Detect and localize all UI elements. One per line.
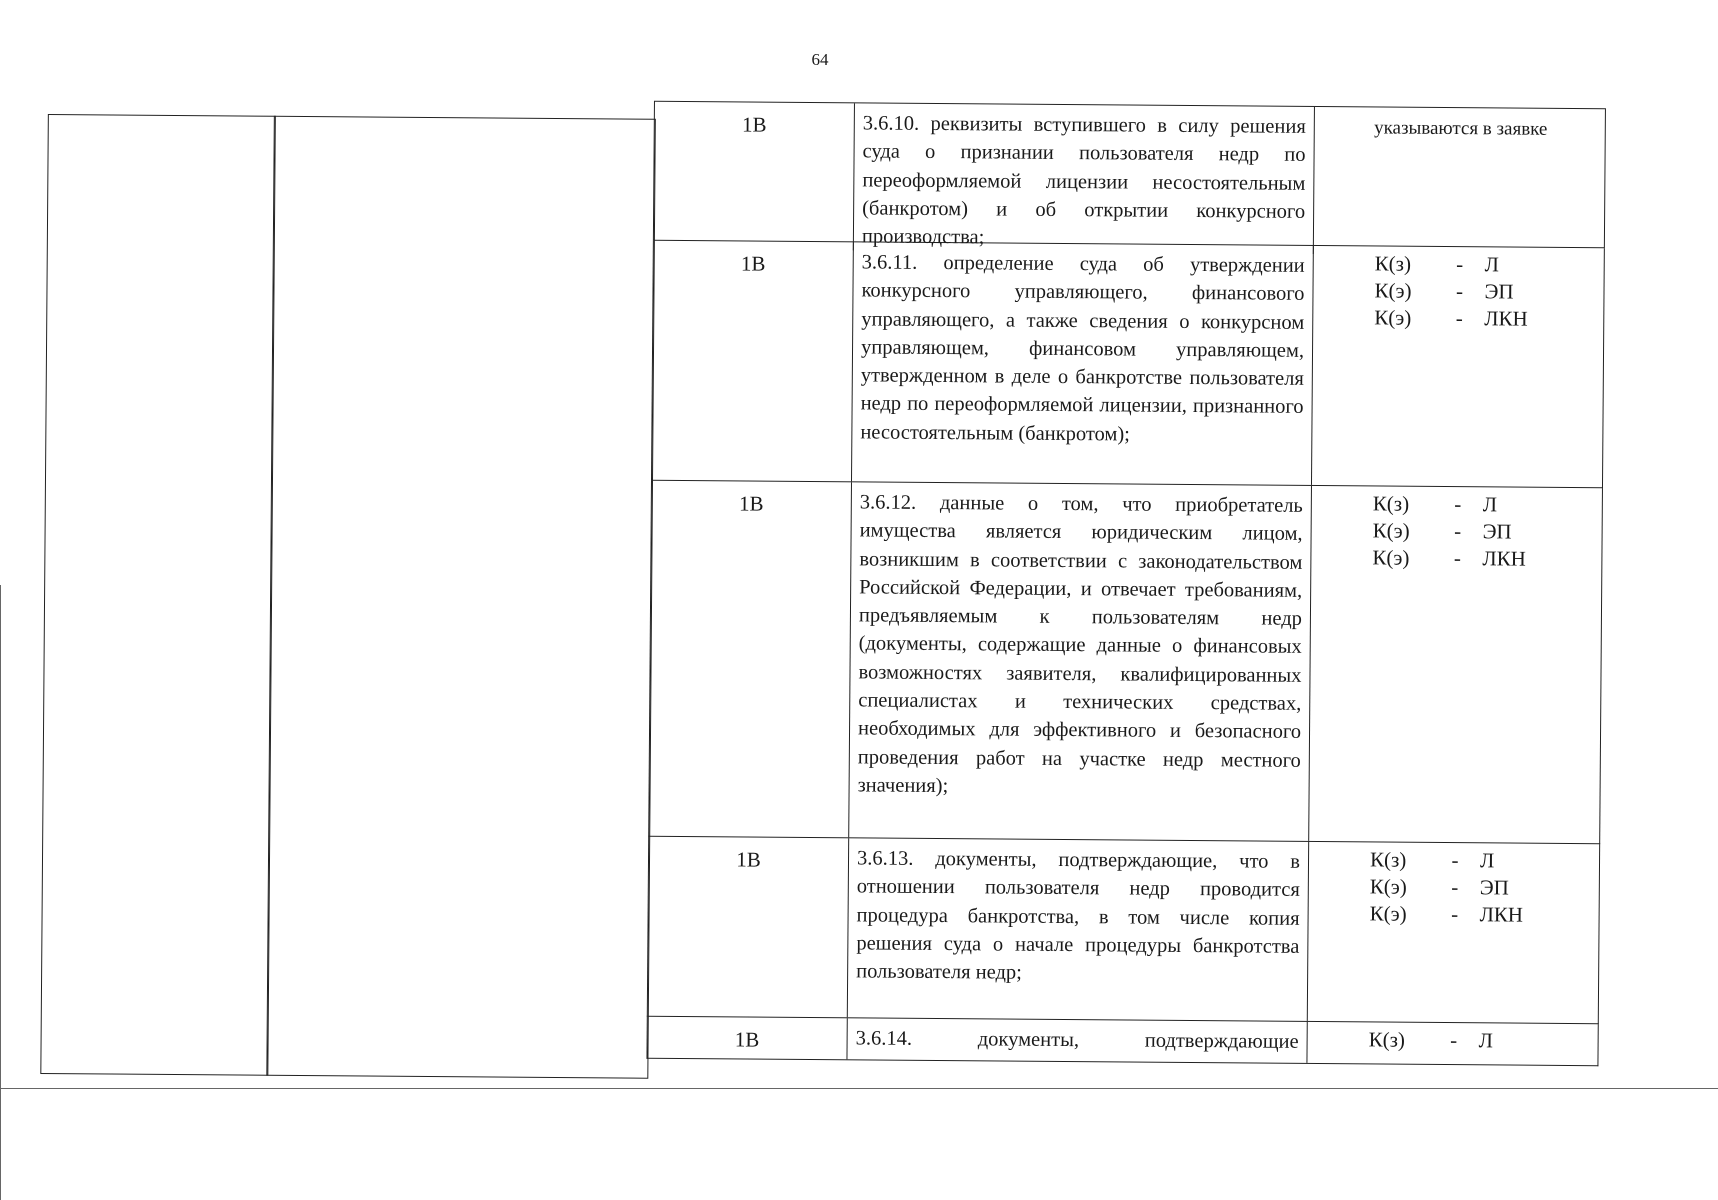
form-kind: К(з)	[1369, 847, 1407, 872]
form-dash: -	[1455, 306, 1463, 331]
form-type: ЭП	[1484, 279, 1514, 304]
description-cell	[847, 1018, 1307, 1063]
table-row	[653, 101, 1606, 248]
form-kind: К(э)	[1369, 874, 1407, 899]
table-rows	[646, 101, 1605, 1066]
form-line	[1313, 277, 1605, 306]
form-type: Л	[1479, 848, 1495, 873]
description-text: 3.6.10. реквизиты вступившего в силу решения суда о признании пользователя недр по переоформляемой лицензии несостоятельным (банкротом) и об открытии конкурсного производства;	[861, 112, 1306, 249]
description-cell	[854, 103, 1315, 254]
description-text: 3.6.11. определение суда об утверждении конкурсного управляющего, финансового управляющего, а также сведения о конкурсном управляющем, финансовом управляющем, утвержденном в деле о банкротстве пользователя недр по переоформляемой лицензии, признанного несостоятельным (банкротом);	[860, 251, 1305, 446]
form-kind: К(з)	[1372, 491, 1410, 516]
submission-note: указываются в заявке	[1374, 117, 1548, 140]
page-number: 64	[811, 50, 829, 69]
form-type: ЭП	[1482, 519, 1512, 544]
form-kind: К(э)	[1374, 278, 1412, 303]
page-bottom-edge	[0, 1088, 1718, 1089]
form-type: ЛКН	[1479, 902, 1524, 927]
submission-form-cell	[1309, 486, 1604, 843]
form-line	[1309, 873, 1601, 902]
form-kind: К(з)	[1368, 1027, 1406, 1052]
form-kind: К(з)	[1374, 251, 1412, 276]
form-line	[1309, 900, 1601, 929]
description-text: 3.6.13. документы, подтверждающие, что в отношении пользователя недр проводится процедура банкротства, в том числе копия решения суда о начале процедуры банкротства пользователя недр;	[856, 847, 1301, 984]
code-cell: 1В	[649, 481, 852, 838]
form-kind: К(э)	[1374, 305, 1412, 330]
table-row	[647, 837, 1600, 1024]
code-cell: 1В	[654, 102, 855, 251]
submission-form-cell	[1314, 107, 1607, 257]
form-line	[1312, 490, 1604, 519]
table-empty-cell-1	[40, 114, 276, 1076]
table-row	[646, 1017, 1598, 1066]
code-cell: 1В	[648, 837, 849, 1018]
form-dash: -	[1454, 519, 1462, 544]
code-cell: 1В	[647, 1017, 847, 1060]
form-kind: К(э)	[1372, 545, 1410, 570]
form-line	[1311, 544, 1603, 573]
submission-form-cell	[1308, 842, 1601, 1023]
form-type: Л	[1484, 252, 1500, 277]
form-dash: -	[1455, 279, 1464, 304]
description-text: 3.6.12. данные о том, что приобретатель имущества является юридическим лицом, возникшим в соответствии с законодательством Российской Федерации, и отвечает требованиям, предъявляемым к пользователям недр (документы, содержащие данные о финансовых возможностях заявителя, квалифицированных специалистах и технических средствах, необходимых для эффективного и безопасного проведения работ на участке недр местного значения);	[857, 491, 1303, 798]
description-cell	[852, 242, 1314, 485]
description-cell	[848, 838, 1309, 1021]
form-type: ЭП	[1479, 875, 1509, 900]
form-type: Л	[1478, 1028, 1493, 1053]
description-cell	[849, 482, 1312, 841]
submission-form-cell	[1312, 246, 1606, 487]
form-dash: -	[1454, 492, 1462, 517]
form-dash: -	[1451, 848, 1459, 873]
form-type: Л	[1482, 492, 1498, 517]
form-dash: -	[1450, 1028, 1458, 1053]
table-empty-cell-2	[266, 116, 656, 1079]
description-text: 3.6.14. документы, подтверждающие	[855, 1027, 1299, 1053]
form-line	[1312, 517, 1604, 546]
table-row	[648, 481, 1603, 844]
form-line	[1309, 846, 1601, 875]
document-table	[40, 96, 1606, 1086]
form-line	[1313, 304, 1605, 333]
form-kind: К(э)	[1372, 518, 1410, 543]
form-line	[1314, 250, 1606, 279]
form-type: ЛКН	[1482, 546, 1526, 571]
submission-form-cell	[1307, 1022, 1599, 1065]
form-type: ЛКН	[1484, 306, 1528, 331]
form-dash: -	[1451, 902, 1459, 927]
table-row	[651, 241, 1605, 488]
page-left-edge	[0, 585, 1, 1200]
code-cell: 1В	[652, 241, 854, 482]
form-dash: -	[1451, 875, 1459, 900]
form-kind: К(э)	[1369, 901, 1407, 926]
form-line	[1308, 1026, 1600, 1055]
form-dash: -	[1453, 546, 1462, 571]
form-dash: -	[1456, 252, 1464, 277]
